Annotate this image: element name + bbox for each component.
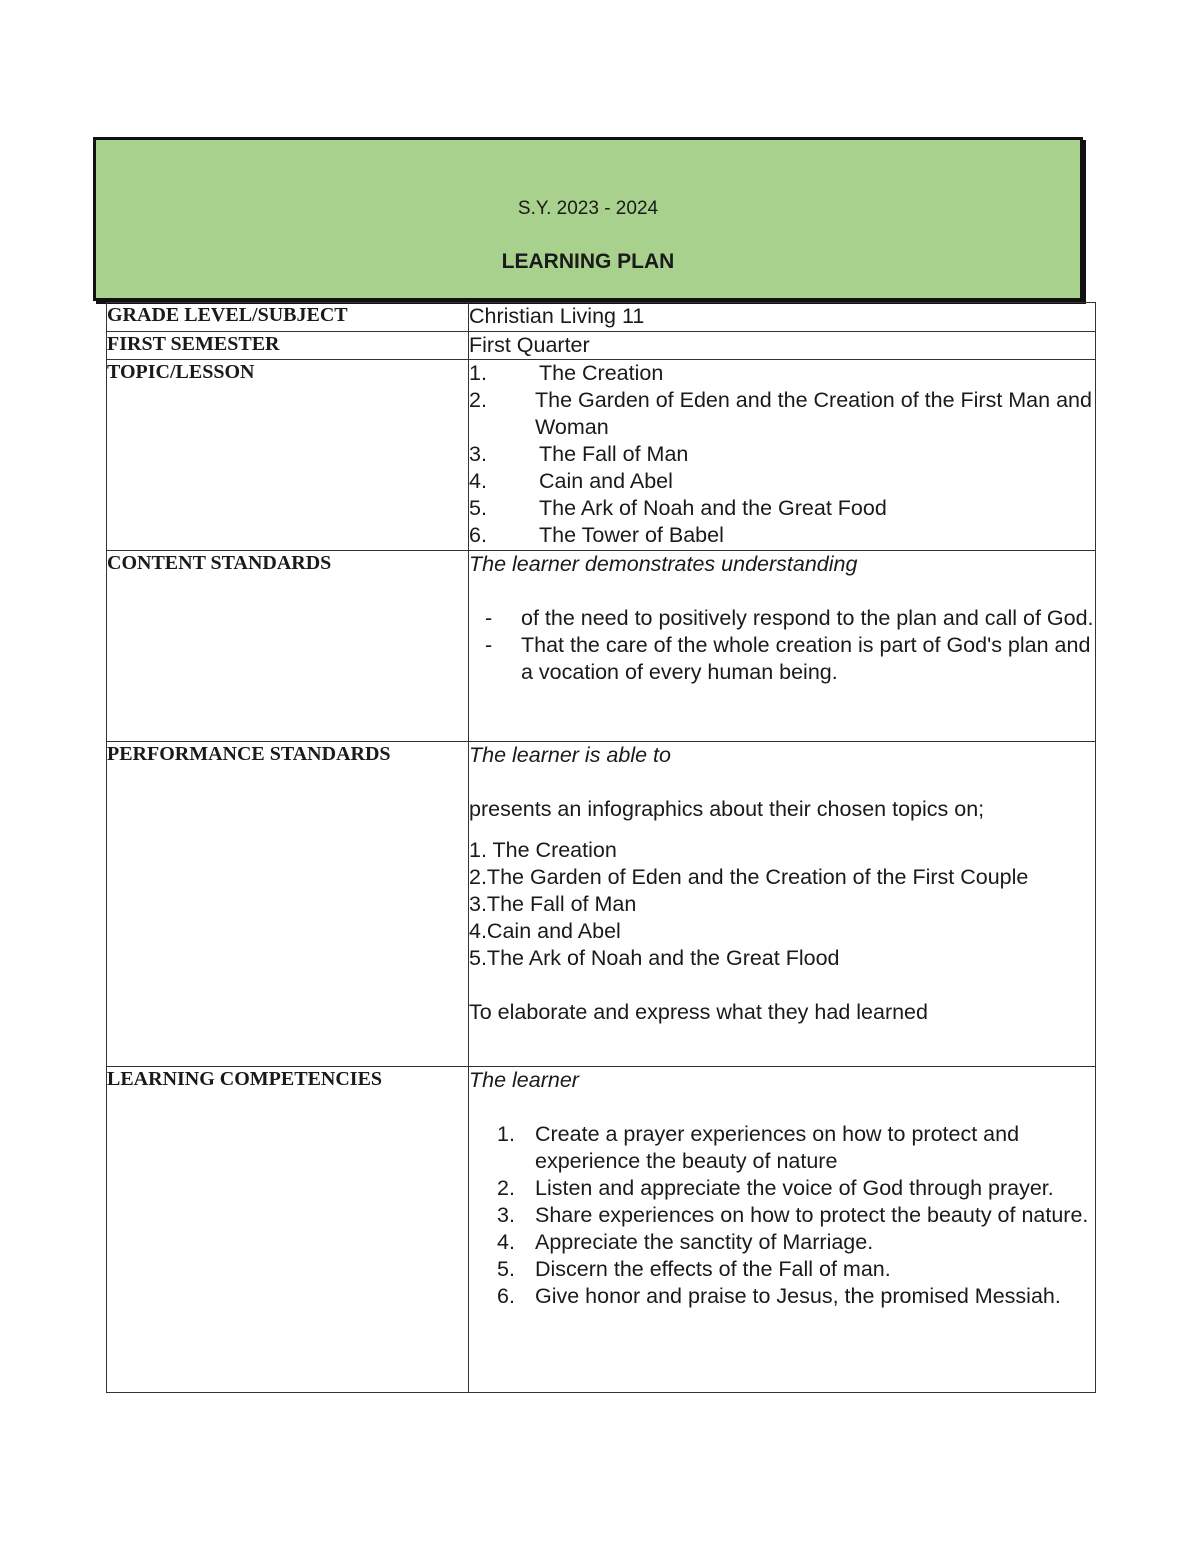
list-item: 2.The Garden of Eden and the Creation of the First Couple bbox=[469, 865, 1029, 889]
performance-row bbox=[107, 742, 1096, 1067]
list-item: 1. The Creation bbox=[469, 838, 617, 862]
competencies-value bbox=[469, 1067, 1096, 1393]
performance-intro: The learner is able to bbox=[469, 743, 671, 767]
list-item: 3. The Fall of Man bbox=[469, 442, 689, 466]
content-value bbox=[469, 551, 1096, 742]
semester-label: FIRST SEMESTER bbox=[107, 332, 469, 360]
topic-row bbox=[107, 360, 1096, 551]
performance-value bbox=[469, 742, 1096, 1067]
list-item: 2. The Garden of Eden and the Creation of the First Man and Woman bbox=[469, 388, 1092, 439]
list-item: 6. Give honor and praise to Jesus, the promised Messiah. bbox=[497, 1284, 1061, 1308]
list-item: 4.Cain and Abel bbox=[469, 919, 621, 943]
grade-value: Christian Living 11 bbox=[469, 303, 1096, 332]
competencies-row bbox=[107, 1067, 1096, 1393]
header-banner bbox=[93, 137, 1083, 301]
learning-plan-table bbox=[106, 302, 1096, 1393]
list-item: 5.The Ark of Noah and the Great Flood bbox=[469, 946, 840, 970]
list-item: 6. The Tower of Babel bbox=[469, 523, 724, 547]
page-title: LEARNING PLAN bbox=[501, 250, 675, 273]
list-item: 5. The Ark of Noah and the Great Food bbox=[469, 496, 887, 520]
semester-value: First Quarter bbox=[469, 332, 1096, 360]
list-item: 2. Listen and appreciate the voice of God through prayer. bbox=[497, 1176, 1054, 1200]
list-item: 3.The Fall of Man bbox=[469, 892, 637, 916]
list-item: 1. The Creation bbox=[469, 361, 664, 385]
list-item: - That the care of the whole creation is part of God's plan and a vocation of every human being. bbox=[485, 633, 1091, 684]
content-label: CONTENT STANDARDS bbox=[107, 551, 469, 742]
performance-label: PERFORMANCE STANDARDS bbox=[107, 742, 469, 1067]
competencies-label: LEARNING COMPETENCIES bbox=[107, 1067, 469, 1393]
list-item: - of the need to positively respond to the plan and call of God. bbox=[485, 606, 1094, 630]
competencies-intro: The learner bbox=[469, 1068, 579, 1092]
list-item: 4. Cain and Abel bbox=[469, 469, 673, 493]
list-item: 5. Discern the effects of the Fall of man. bbox=[497, 1257, 891, 1281]
performance-lead: presents an infographics about their chosen topics on; bbox=[469, 797, 985, 821]
grade-row bbox=[107, 303, 1096, 332]
list-item: 4. Appreciate the sanctity of Marriage. bbox=[497, 1230, 874, 1254]
performance-closing: To elaborate and express what they had learned bbox=[469, 1000, 928, 1024]
topic-label: TOPIC/LESSON bbox=[107, 360, 469, 551]
content-intro: The learner demonstrates understanding bbox=[469, 552, 858, 576]
semester-row bbox=[107, 332, 1096, 360]
school-year: S.Y. 2023 - 2024 bbox=[517, 198, 659, 219]
grade-label: GRADE LEVEL/SUBJECT bbox=[107, 303, 469, 332]
topic-value bbox=[469, 360, 1096, 551]
list-item: 1. Create a prayer experiences on how to protect and experience the beauty of nature bbox=[497, 1122, 1020, 1173]
content-row bbox=[107, 551, 1096, 742]
list-item: 3. Share experiences on how to protect the beauty of nature. bbox=[497, 1203, 1089, 1227]
